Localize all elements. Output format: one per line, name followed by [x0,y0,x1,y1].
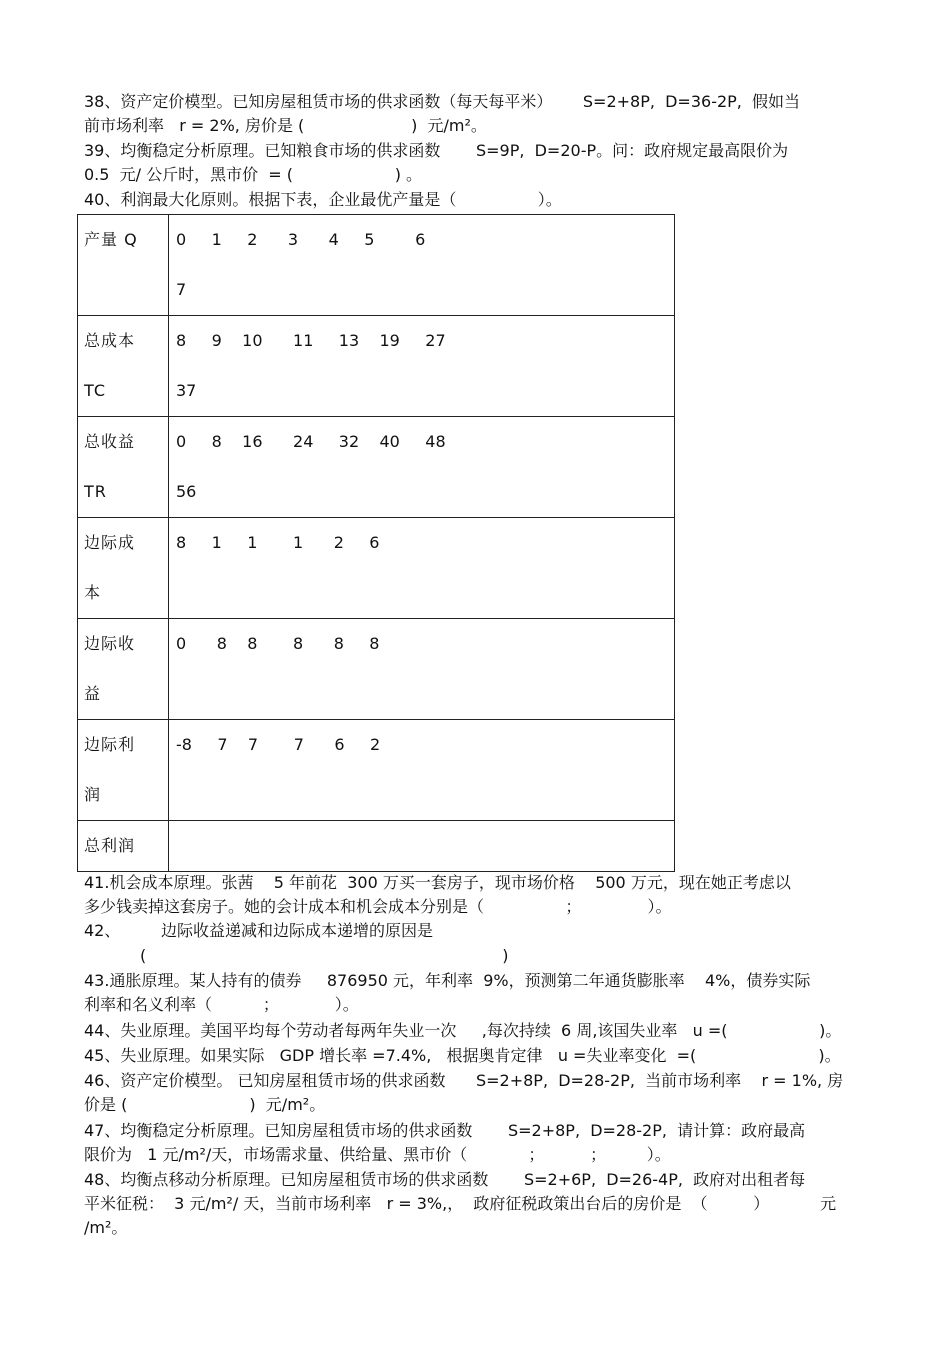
table-row [78,316,675,417]
row-label-cell [78,619,169,720]
row-values-cell [169,821,675,872]
row-values [176,770,674,820]
row-values: 56 [176,482,197,501]
row-label: 本 [84,583,102,602]
table-row [78,821,675,872]
row-values: -8 7 7 7 6 2 [176,735,381,754]
row-values: 0 8 16 24 32 40 48 [176,432,446,451]
question-47-line2: 限价为 1 元/m²/天，市场需求量、供给量、黑市价（ ； ； ）。 [84,1145,671,1164]
row-label-cell [78,417,169,518]
row-label: 边际利 [84,735,136,754]
row-label: TR [84,482,107,501]
question-48-line1: 48、均衡点移动分析原理。已知房屋租赁市场的供求函数 S=2+6P, D=26-4P, 政府对出租者每 [84,1170,806,1189]
row-values: 8 1 1 1 2 6 [176,533,380,552]
table-row [78,215,675,316]
question-48-line3: /m²。 [84,1218,128,1237]
question-38-line1: 38、资产定价模型。已知房屋租赁市场的供求函数（每天每平米） S=2+8P, D=36-2P, 假如当 [84,92,801,111]
row-values: 8 9 10 11 13 19 27 [176,331,446,350]
table-row [78,417,675,518]
row-values [176,669,674,719]
row-label [84,265,168,315]
row-label: 边际成 [84,533,136,552]
question-43-line1: 43.通胀原理。某人持有的债券 876950 元，年利率 9%，预测第二年通货膨胀率 4%，债券实际 [84,971,811,990]
question-39-line1: 39、均衡稳定分析原理。已知粮食市场的供求函数 S=9P, D=20-P。问：政府规定最高限价为 [84,141,789,160]
row-label: 总成本 [84,331,136,350]
question-46-line2: 价是 ( ) 元/m²。 [84,1095,326,1114]
row-values-cell [169,417,675,518]
row-label: 益 [84,684,102,703]
question-41-line1: 41.机会成本原理。张茜 5 年前花 300 万买一套房子，现市场价格 500 万元，现在她正考虑以 [84,873,791,892]
row-label: 总利润 [84,836,136,855]
question-42-line1: 42、 边际收益递减和边际成本递增的原因是 [84,921,434,940]
row-label-cell [78,720,169,821]
row-values-cell [169,720,675,821]
row-label: TC [84,381,107,400]
row-values: 37 [176,381,197,400]
row-label-cell [78,518,169,619]
profit-table [77,214,675,872]
row-values-cell [169,518,675,619]
question-45: 45、失业原理。如果实际 GDP 增长率 =7.4%, 根据奥肯定律 u =失业率变化 =( )。 [84,1046,841,1065]
row-values: 0 8 8 8 8 8 [176,634,380,653]
row-label-cell [78,821,169,872]
question-47-line1: 47、均衡稳定分析原理。已知房屋租赁市场的供求函数 S=2+8P, D=28-2P, 请计算：政府最高 [84,1121,806,1140]
row-label: 总收益 [84,432,136,451]
row-label: 润 [84,785,102,804]
row-label-cell [78,316,169,417]
table-row [78,518,675,619]
row-label: 边际收 [84,634,136,653]
row-values [176,821,674,871]
row-values: 0 1 2 3 4 5 6 [176,230,426,249]
question-39-line2: 0.5 元/ 公斤时，黑市价 = ( ) 。 [84,165,423,184]
row-values: 7 [176,280,187,299]
question-46-line1: 46、资产定价模型。 已知房屋租赁市场的供求函数 S=2+8P, D=28-2P, 当前市场利率 r = 1%, 房 [84,1071,844,1090]
table-row [78,619,675,720]
question-38-line2: 前市场利率 r = 2%, 房价是 ( ) 元/m²。 [84,116,487,135]
question-48-line2: 平米征税： 3 元/m²/ 天，当前市场利率 r = 3%,， 政府征税政策出台后的房价是 （ ） 元 [84,1194,837,1213]
row-values [176,568,674,618]
row-values-cell [169,215,675,316]
question-40: 40、利润最大化原则。根据下表，企业最优产量是（ ）。 [84,190,562,209]
row-label: 产量 Q [84,230,138,249]
table-row [78,720,675,821]
question-43-line2: 利率和名义利率（ ； ）。 [84,995,359,1014]
row-label-cell [78,215,169,316]
question-42-line2: ( ) [84,946,509,965]
question-44: 44、失业原理。美国平均每个劳动者每两年失业一次 ,每次持续 6 周,该国失业率 u =( )。 [84,1021,842,1040]
row-values-cell [169,619,675,720]
row-values-cell [169,316,675,417]
question-41-line2: 多少钱卖掉这套房子。她的会计成本和机会成本分别是（ ； ）。 [84,897,672,916]
